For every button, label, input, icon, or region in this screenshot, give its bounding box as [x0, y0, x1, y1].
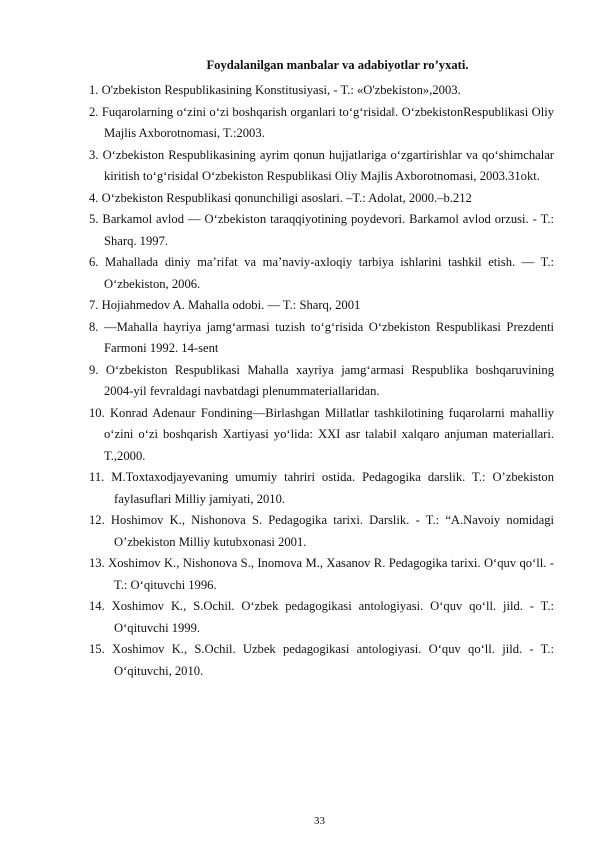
reference-item: 5. Barkamol avlod — O‘zbekiston taraqqiyotining poydevori. Barkamol avlod orzusi. - T.: Sharq. 1997. — [89, 212, 554, 248]
page-number: 33 — [314, 815, 325, 827]
reference-item: 4. O‘zbekiston Respublikasi qonunchiligi asoslari. –T.: Adolat, 2000.–b.212 — [89, 190, 472, 205]
reference-item: 15. Xoshimov K., S.Ochil. Uzbek pedagogikasi antologiyasi. O‘quv qo‘ll. jild. - T.: O‘qituvchi, 2010. — [89, 642, 554, 678]
reference-item: 3. O‘zbekiston Respublikasining ayrim qonun hujjatlariga o‘zgartirishlar va qo‘shimchalar kiritish to‘g‘risida‖ O‘zbekiston Respublikasi Oliy Majlis Axborotnomasi, 2003.31okt. — [89, 147, 554, 183]
reference-item: 10. Konrad Adenaur Fondining―Birlashgan Millatlar tashkilotining fuqarolarni mahalliy o‘zini o‘zi boshqarish Xartiyasi yo‘lida: XXI asr talabi‖ xalqaro anjuman materiallari. T.,2000. — [89, 405, 554, 463]
reference-item: 1. O'zbekiston Respublikasining Konstitusiyasi, - T.: «O'zbekiston»,2003. — [89, 83, 461, 97]
reference-item: 2. Fuqarolarning o‘zini o‘zi boshqarish organlari to‘g‘risida‖. O‘zbekistonRespublikasi Oliy Majlis Axborotnomasi, T.:2003. — [89, 104, 554, 140]
reference-item: 12. Hoshimov K., Nishonova S. Pedagogika tarixi. Darslik. - T.: “A.Navoiy nomidagi O’zbekiston Milliy kutubxonasi 2001. — [89, 513, 554, 549]
reference-item: 7. Hojiahmedov A. Mahalla odobi. — T.: Sharq, 2001 — [89, 298, 361, 312]
reference-item: 13. Xoshimov K., Nishonova S., Inomova M., Xasanov R. Pedagogika tarixi. O‘quv qo‘ll. - T.: O‘qituvchi 1996. — [89, 556, 554, 592]
page-title: Foydalanilgan manbalar va adabiyotlar ro’yxati. — [206, 58, 469, 72]
reference-item: 11. M.Toxtaxodjayevaning umumiy tahriri ostida. Pedagogika darslik. T.: O’zbekiston faylasuflari Milliy jamiyati, 2010. — [89, 470, 554, 506]
reference-item: 9. O‘zbekiston Respublikasi Mahalla xayriya jamg‘armasi Respublika boshqaruvining 2004-yil fevraldagi navbatdagi plenummateriallaridan. — [89, 362, 554, 398]
reference-list — [89, 80, 554, 682]
reference-item: 6. Mahallada diniy ma’rifat va ma’naviy-axloqiy tarbiya ishlarini tashkil etish. — T.: O‘zbekiston, 2006. — [89, 255, 554, 291]
reference-item: 8. ―Mahalla hayriya jamg‘armasi tuzish to‘g‘risida O‘zbekiston Respublikasi Prezdenti Farmoni 1992. 14-sent — [89, 319, 554, 355]
reference-item: 14. Xoshimov K., S.Ochil. O‘zbek pedagogikasi antologiyasi. O‘quv qo‘ll. jild. - T.: O‘qituvchi 1999. — [89, 599, 554, 635]
